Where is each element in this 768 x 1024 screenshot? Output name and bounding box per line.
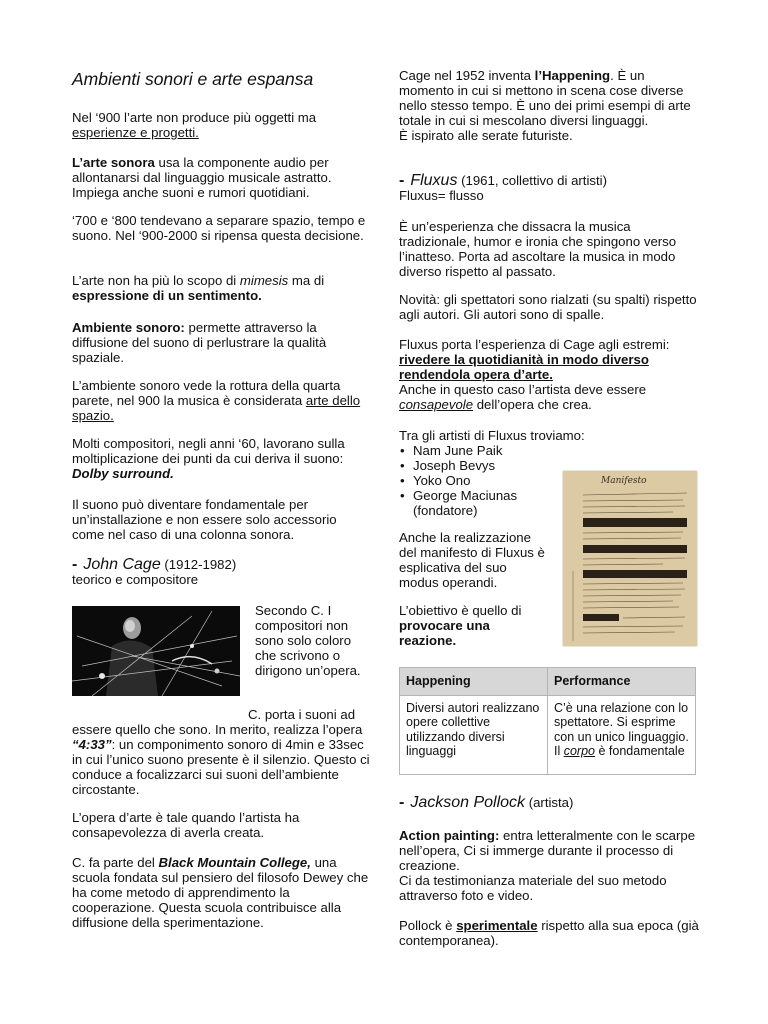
john-cage-photo-image xyxy=(72,606,240,696)
paragraph-black-mountain: C. fa parte del Black Mountain College, una scuola fondata sul pensiero del filosofo Dewey che ha come metodo di apprendimento la cooperazione. Questa scuola contribuisce alla diffusione della sperimentazione. xyxy=(72,855,369,930)
paragraph-intro: Nel ‘900 l’arte non produce più oggetti ma esperienze e progetti. xyxy=(72,110,317,140)
manifesto-scan xyxy=(563,471,697,646)
paragraph-action-painting: Action painting: entra letteralmente con le scarpe nell’opera, Ci si immerge durante il processo di creazione. Ci da testimonianza materiale del suo metodo attraverso foto e video. xyxy=(399,828,696,903)
list-item: • Joseph Bevys xyxy=(399,458,559,473)
list-item: • Yoko Ono xyxy=(399,473,559,488)
paragraph-manifesto: Anche la realizzazione del manifesto di Fluxus è esplicativa del suo modus operandi. xyxy=(399,530,545,590)
paragraph-ambiente-sonoro: Ambiente sonoro: permette attraverso la diffusione del suono di perlustrare la qualità spaziale. xyxy=(72,320,327,365)
paragraph-quarta-parete: L’ambiente sonoro vede la rottura della quarta parete, nel 900 la musica è considerata arte dello spazio. xyxy=(72,378,361,423)
paragraph-pollock-sperimentale: Pollock è sperimentale rispetto alla sua epoca (già contemporanea). xyxy=(399,918,699,948)
table-cell-happening: Diversi autori realizzano opere collettive utilizzando diversi linguaggi xyxy=(400,695,548,774)
paragraph-433: C. porta i suoni ad essere quello che sono. In merito, realizza l’opera “4:33”: un componimento sonoro di 4min e 33sec in cui l’unico suono presente è il silenzio. Questo ci conduce a focalizzarci sui suoni dell’ambiente circostante. xyxy=(72,707,370,797)
paragraph-installazione: Il suono può diventare fondamentale per un’installazione e non essere solo accessorio come nel caso di una colonna sonora. xyxy=(72,497,337,542)
fluxus-manifesto-image xyxy=(563,471,697,646)
table-header-happening: Happening xyxy=(400,668,548,696)
manifesto-label: Manifesto xyxy=(601,476,647,486)
paragraph-arte-sonora: L’arte sonora usa la componente audio per allontanarsi dal linguaggio musicale astratto. Impiega anche suoni e rumori quotidiani. xyxy=(72,155,332,200)
table-row xyxy=(400,695,696,774)
paragraph-novita: Novità: gli spettatori sono rialzati (su spalti) rispetto agli autori. Gli autori sono di spalle. xyxy=(399,292,697,322)
paragraph-fluxus-estremi: Fluxus porta l’esperienza di Cage agli estremi: rivedere la quotidianità in modo diverso rendendola opera d’arte. Anche in questo caso l’artista deve essere consapevole dell’opera che crea. xyxy=(399,337,670,412)
paragraph-obiettivo: L’obiettivo è quello di provocare una reazione. xyxy=(399,603,522,648)
artists-intro: Tra gli artisti di Fluxus troviamo: xyxy=(399,428,585,443)
paragraph-dolby: Molti compositori, negli anni ‘60, lavorano sulla moltiplicazione dei punti da cui deriva il suono: Dolby surround. xyxy=(72,436,345,481)
paragraph-consapevolezza: L’opera d’arte è tale quando l’artista ha consapevolezza di averla creata. xyxy=(72,810,300,840)
artists-list xyxy=(399,443,559,518)
paragraph-mimesis: L’arte non ha più lo scopo di mimesis ma di espressione di un sentimento. xyxy=(72,273,325,303)
table-header-row xyxy=(400,668,696,696)
heading-fluxus: - Fluxus (1961, collettivo di artisti) Fluxus= flusso xyxy=(399,172,607,203)
table-cell-performance: C’è una relazione con lo spettatore. Si esprime con un unico linguaggio. Il corpo è fondamentale xyxy=(548,695,696,774)
heading-jackson-pollock: - Jackson Pollock (artista) xyxy=(399,794,574,811)
heading-john-cage: - John Cage (1912-1982) teorico e compositore xyxy=(72,556,237,587)
page-title: Ambienti sonori e arte espansa xyxy=(72,69,314,89)
paragraph-fluxus-esperienza: È un’esperienza che dissacra la musica tradizionale, humor e ironia che spingono verso l’inatteso. Porta ad ascoltare la musica in modo diverso rispetto al passato. xyxy=(399,219,677,279)
happening-performance-table xyxy=(399,667,696,775)
paragraph-spazio-tempo: ‘700 e ‘800 tendevano a separare spazio, tempo e suono. Nel ‘900-2000 si ripensa questa decisione. xyxy=(72,213,366,243)
list-item: • Nam June Paik xyxy=(399,443,559,458)
john-cage-photo xyxy=(72,606,240,696)
paragraph-secondo-cage: Secondo C. I compositori non sono solo coloro che scrivono o dirigono un’opera. xyxy=(255,603,361,678)
list-item: • George Maciunas (fondatore) xyxy=(399,488,559,518)
table-header-performance: Performance xyxy=(548,668,696,696)
paragraph-happening: Cage nel 1952 inventa l’Happening. È un momento in cui si mettono in scena cose diverse nello stesso tempo. È uno dei primi esempi di arte totale in cui si mescolano diversi linguaggi. È ispirato alle serate futuriste. xyxy=(399,68,691,143)
